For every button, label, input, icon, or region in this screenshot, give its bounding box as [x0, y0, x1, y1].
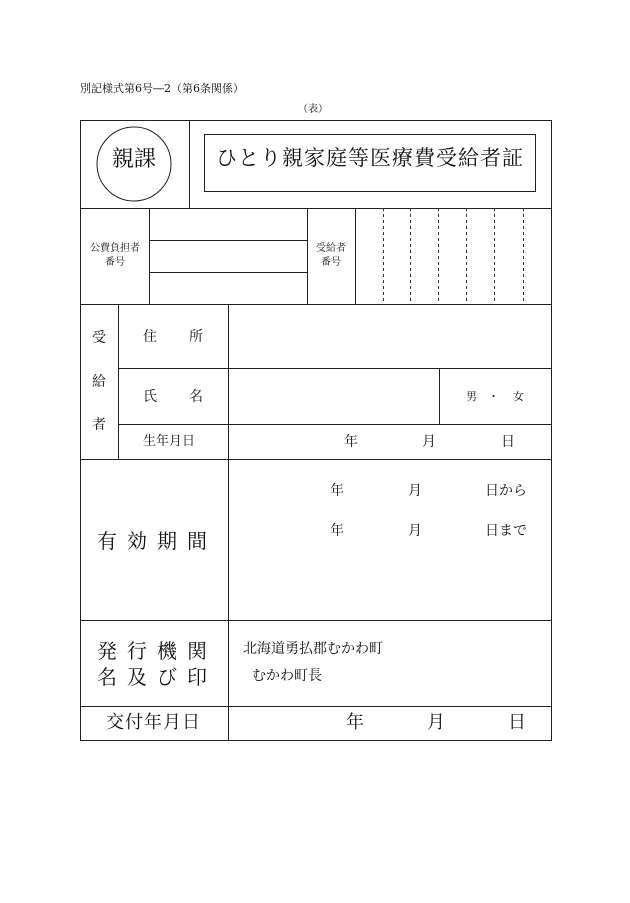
valid-to-year: 年: [330, 523, 344, 539]
sex-female: 女: [513, 390, 524, 403]
valid-from-day: 日から: [485, 483, 527, 499]
validity-period-label: 有効期間: [97, 529, 217, 553]
recipient-vertical-3: 者: [92, 417, 106, 433]
office-seal-label: 親課: [111, 147, 156, 172]
front-side-label: （表）: [298, 104, 328, 115]
address-label-1: 住: [143, 329, 157, 345]
issuer-name: むかわ町長: [252, 668, 322, 684]
valid-to-day: 日まで: [485, 523, 527, 539]
form-reference: 別記様式第6号―2（第6条関係）: [80, 82, 244, 95]
issue-year: 年: [346, 712, 364, 733]
valid-from-month: 月: [408, 483, 422, 499]
payer-number-label: 公費負担者 番号: [90, 243, 140, 268]
valid-from-year: 年: [330, 483, 344, 499]
issue-day: 日: [508, 712, 526, 733]
issuer-label-line2: 名及び印: [97, 665, 217, 689]
form-title: ひとり親家庭等医療費受給者証: [216, 146, 524, 170]
name-label-2: 名: [189, 389, 203, 405]
birth-date-label: 生年月日: [143, 434, 196, 449]
sex-separator: ・: [488, 390, 499, 403]
valid-to-month: 月: [408, 523, 422, 539]
issue-date-label: 交付年月日: [106, 712, 201, 733]
issue-month: 月: [427, 712, 445, 733]
address-label-2: 所: [189, 329, 203, 345]
recipient-number-label: 受給者 番号: [316, 243, 346, 268]
name-label-1: 氏: [143, 389, 157, 405]
recipient-vertical-1: 受: [92, 330, 106, 346]
birth-year: 年: [344, 434, 358, 450]
recipient-vertical-2: 給: [92, 374, 106, 390]
issuer-address: 北海道勇払郡むかわ町: [243, 641, 383, 657]
sex-male: 男: [466, 390, 477, 403]
birth-month: 月: [422, 434, 436, 450]
birth-day: 日: [501, 434, 515, 450]
issuer-label-line1: 発行機関: [97, 639, 217, 663]
